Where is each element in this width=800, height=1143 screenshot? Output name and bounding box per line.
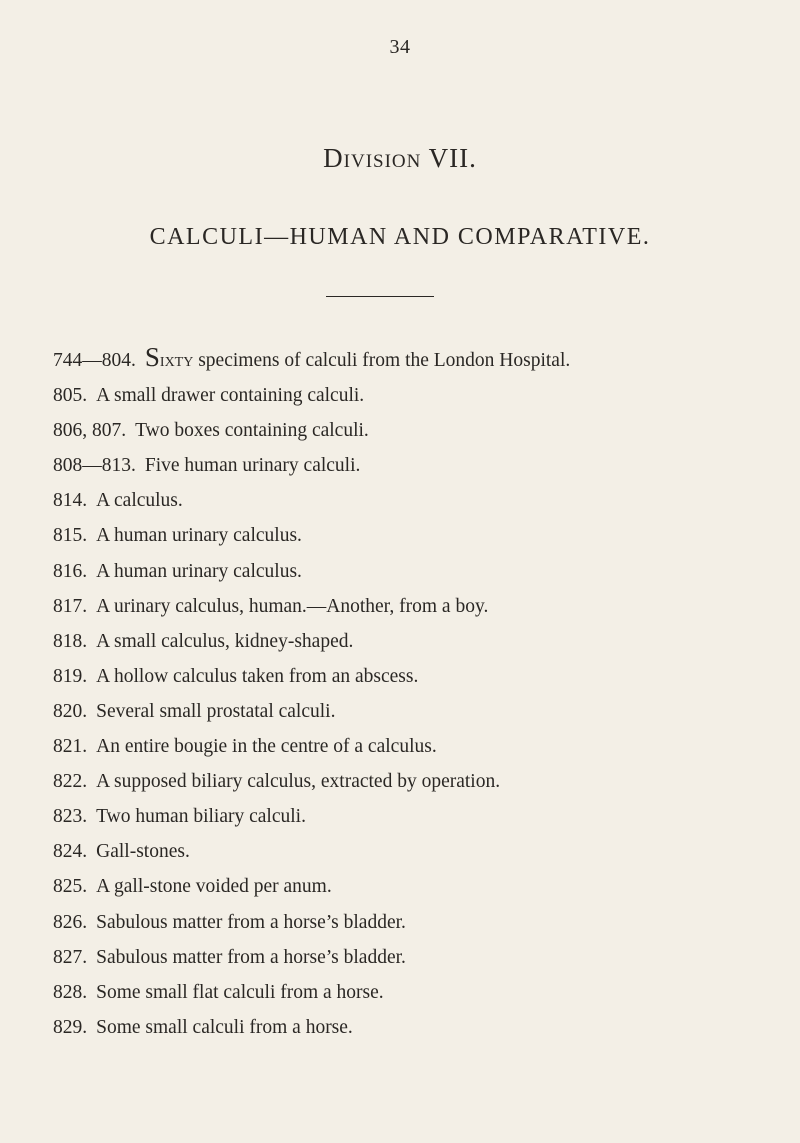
- entry-number: 814.: [53, 490, 88, 512]
- entry-number: 825.: [53, 876, 88, 898]
- entry-description: Some small calculi from a horse.: [96, 1016, 353, 1038]
- entry-number: 824.: [53, 841, 88, 863]
- entry-description: A hollow calculus taken from an abscess.: [96, 665, 419, 687]
- entry-number: 826.: [53, 911, 88, 933]
- entry-number: 805.: [53, 385, 88, 407]
- entry-number: 815.: [53, 525, 88, 547]
- entry-description: Two human biliary calculi.: [96, 806, 306, 828]
- catalogue-entry: [53, 799, 773, 834]
- entry-description: Several small prostatal calculi.: [96, 700, 336, 722]
- catalogue-entry: [53, 834, 773, 869]
- entry-description: A calculus.: [96, 490, 183, 512]
- catalogue-entry: [53, 518, 773, 553]
- catalogue-entry: [53, 624, 773, 659]
- divider-rule: [326, 296, 434, 297]
- entry-number: 816.: [53, 560, 88, 582]
- entry-description: A human urinary calculus.: [96, 525, 302, 547]
- catalogue-entry: [53, 729, 773, 764]
- entry-description: A supposed biliary calculus, extracted by operation.: [96, 771, 501, 793]
- entry-lead-word: ixty: [159, 349, 194, 371]
- entry-number: 806, 807.: [53, 420, 127, 442]
- entry-description: A small drawer containing calculi.: [96, 385, 365, 407]
- section-title: CALCULI—HUMAN AND COMPARATIVE.: [149, 224, 651, 250]
- entry-description: Sabulous matter from a horse’s bladder.: [96, 911, 406, 933]
- entry-description: Sabulous matter from a horse’s bladder.: [96, 946, 406, 968]
- catalogue-entry: [53, 905, 773, 940]
- page-number: 34: [389, 36, 411, 58]
- entry-number: 817.: [53, 595, 88, 617]
- catalogue-entry: [53, 589, 773, 624]
- entry-number: 744—804.: [53, 350, 136, 371]
- catalogue-entry: [53, 659, 773, 694]
- catalogue-entry: [53, 448, 773, 483]
- entry-number: 823.: [53, 806, 88, 828]
- catalogue-entry: [53, 869, 773, 904]
- entry-number: 828.: [53, 981, 88, 1003]
- catalogue-entry-list: [53, 343, 773, 1045]
- entry-description: Five human urinary calculi.: [144, 455, 361, 477]
- catalogue-entry: [53, 413, 773, 448]
- catalogue-entry: [53, 554, 773, 589]
- entry-lead-initial: S: [144, 342, 160, 372]
- entry-description: A small calculus, kidney-shaped.: [96, 630, 354, 652]
- entry-number: 819.: [53, 665, 88, 687]
- entry-description: A human urinary calculus.: [96, 560, 302, 582]
- entry-number: 818.: [53, 630, 88, 652]
- catalogue-entry: [53, 764, 773, 799]
- entry-number: 829.: [53, 1016, 88, 1038]
- entry-description: Gall-stones.: [96, 841, 190, 863]
- entry-description: Some small flat calculi from a horse.: [96, 981, 384, 1003]
- entry-description: An entire bougie in the centre of a calculus.: [96, 736, 437, 758]
- entry-description: A gall-stone voided per anum.: [96, 876, 332, 898]
- catalogue-entry: [53, 940, 773, 975]
- entry-description: specimens of calculi from the London Hospital.: [193, 350, 571, 371]
- entry-number: 821.: [53, 736, 88, 758]
- entry-description: A urinary calculus, human.—Another, from a boy.: [96, 595, 489, 617]
- entry-number: 820.: [53, 700, 88, 722]
- catalogue-entry: [53, 694, 773, 729]
- catalogue-entry: [53, 343, 773, 378]
- catalogue-entry: [53, 483, 773, 518]
- entry-number: 808—813.: [53, 455, 136, 477]
- catalogue-entry: [53, 1010, 773, 1045]
- entry-number: 827.: [53, 946, 88, 968]
- catalogue-entry: [53, 975, 773, 1010]
- division-heading: Division VII.: [323, 143, 477, 173]
- entry-description: Two boxes containing calculi.: [135, 420, 369, 442]
- entry-number: 822.: [53, 771, 88, 793]
- catalogue-entry: [53, 378, 773, 413]
